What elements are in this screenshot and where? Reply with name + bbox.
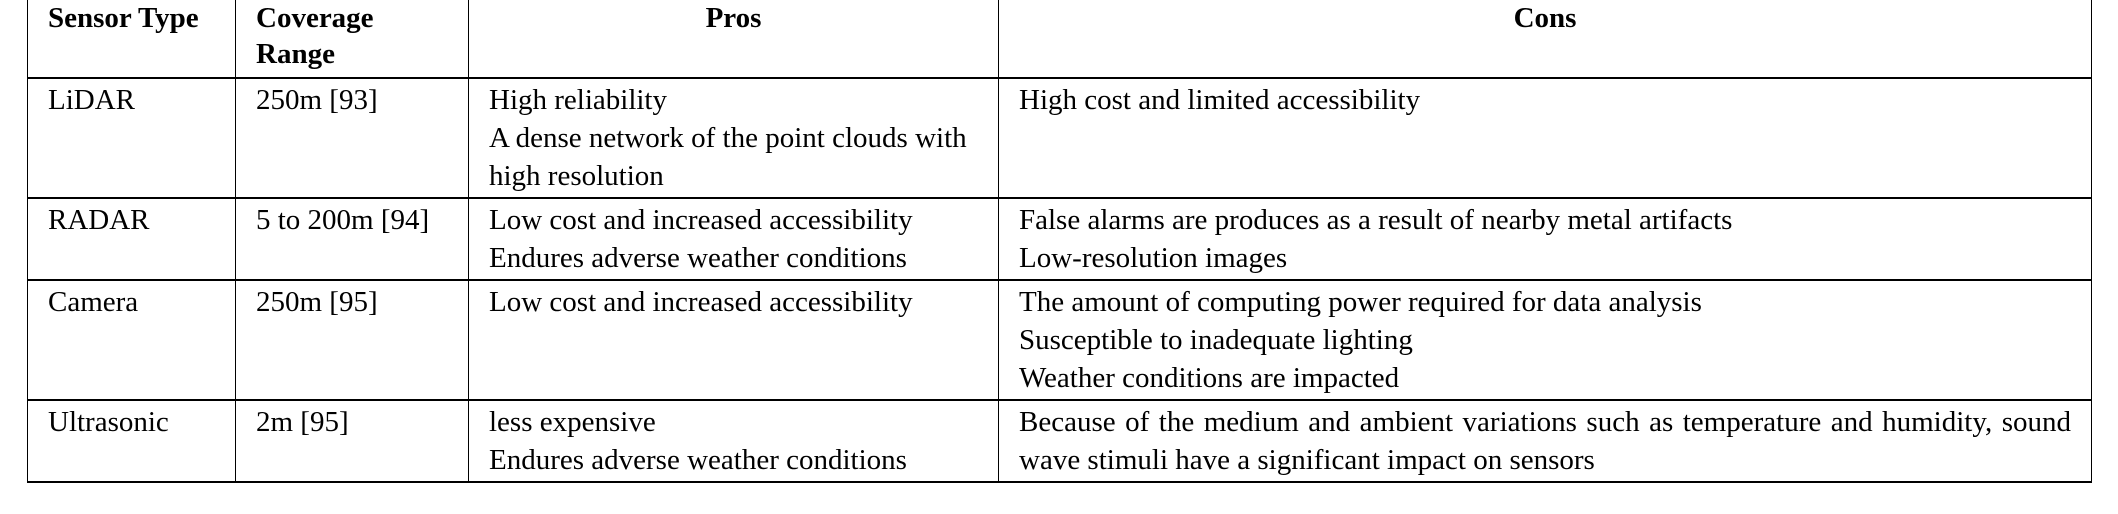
- table-body: [28, 78, 2092, 482]
- cons-item: Low-resolution images: [1019, 242, 1288, 274]
- sensor-type-cell: RADAR: [28, 198, 236, 280]
- cons-item: High cost and limited accessibility: [1019, 84, 1421, 116]
- sensor-comparison-table: [27, 0, 2092, 483]
- cons-cell: [999, 78, 2092, 198]
- header-cons: Cons: [999, 0, 2092, 78]
- coverage-range-cell: 5 to 200m [94]: [236, 198, 469, 280]
- pros-item: A dense network of the point clouds with high resolution: [489, 122, 967, 192]
- header-sensor-type: Sensor Type: [28, 0, 236, 78]
- pros-cell: [469, 198, 999, 280]
- pros-item: Endures adverse weather conditions: [489, 444, 907, 476]
- pros-cell: [469, 400, 999, 482]
- sensor-type-cell: Camera: [28, 280, 236, 400]
- cons-item: Because of the medium and ambient variations such as temperature and humidity, sound wave stimuli have a significant impact on sensors: [1019, 406, 2071, 476]
- coverage-range-cell: 2m [95]: [236, 400, 469, 482]
- pros-cell: [469, 78, 999, 198]
- cons-cell: [999, 198, 2092, 280]
- pros-item: Low cost and increased accessibility: [489, 286, 913, 318]
- cons-item: Susceptible to inadequate lighting: [1019, 324, 1413, 356]
- cons-item: Weather conditions are impacted: [1019, 362, 1400, 394]
- pros-item: less expensive: [489, 406, 656, 438]
- header-coverage-range: Coverage Range: [236, 0, 469, 78]
- pros-item: Low cost and increased accessibility: [489, 204, 913, 236]
- table-row: [28, 280, 2092, 400]
- pros-cell: [469, 280, 999, 400]
- table-row: [28, 400, 2092, 482]
- cons-cell: [999, 400, 2092, 482]
- table-row: [28, 78, 2092, 198]
- cons-item: False alarms are produces as a result of nearby metal artifacts: [1019, 204, 1733, 236]
- coverage-range-cell: 250m [95]: [236, 280, 469, 400]
- sensor-type-cell: LiDAR: [28, 78, 236, 198]
- table-row: [28, 198, 2092, 280]
- sensor-type-cell: Ultrasonic: [28, 400, 236, 482]
- pros-item: Endures adverse weather conditions: [489, 242, 907, 274]
- cons-cell: [999, 280, 2092, 400]
- table-header: [28, 0, 2092, 78]
- coverage-range-cell: 250m [93]: [236, 78, 469, 198]
- cons-item: The amount of computing power required for data analysis: [1019, 286, 1702, 318]
- header-pros: Pros: [469, 0, 999, 78]
- header-row: [28, 0, 2092, 78]
- pros-item: High reliability: [489, 84, 667, 116]
